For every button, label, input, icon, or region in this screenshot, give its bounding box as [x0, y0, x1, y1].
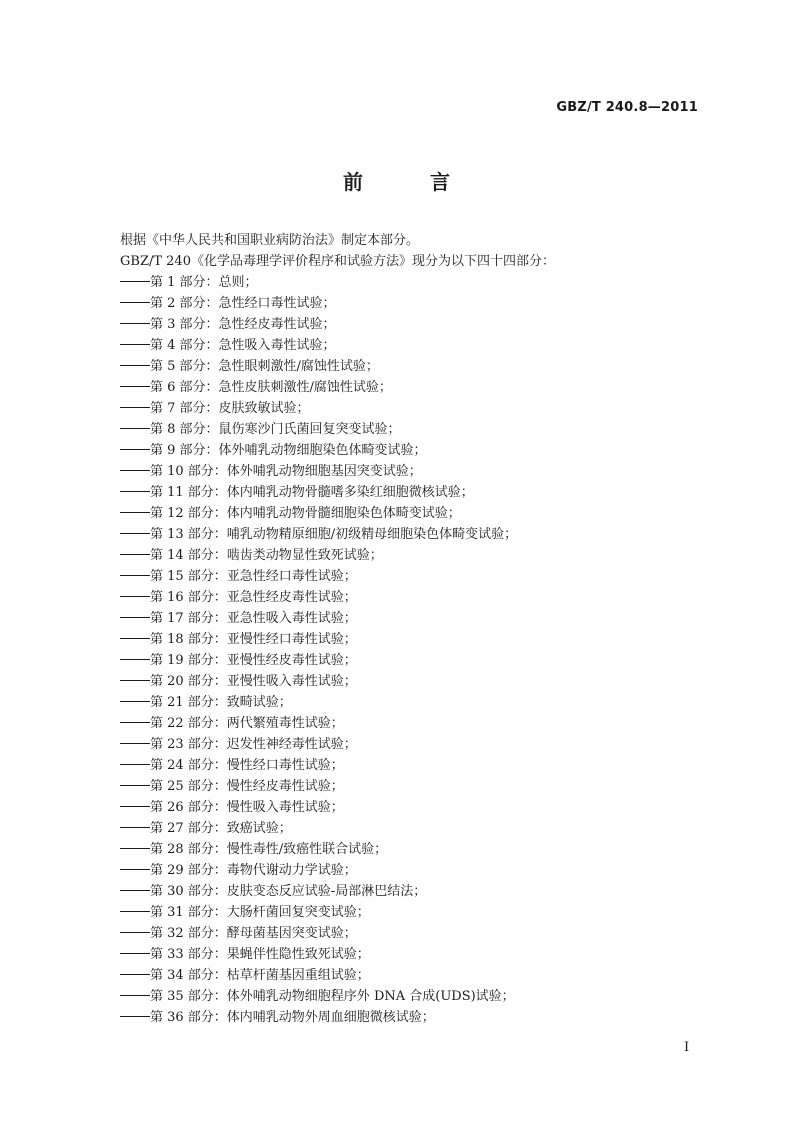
part-label: 第 22 部分：两代繁殖毒性试验；: [150, 716, 344, 731]
part-label: 第 28 部分：慢性毒性/致癌性联合试验；: [150, 842, 388, 857]
list-item: [120, 398, 680, 419]
part-label: 第 23 部分：迟发性神经毒性试验；: [150, 737, 357, 752]
list-item: [120, 776, 680, 797]
part-label: 第 21 部分：致畸试验；: [150, 695, 292, 710]
list-item: [120, 419, 680, 440]
part-label: 第 3 部分：急性经皮毒性试验；: [150, 317, 336, 332]
em-dash-marker: [120, 701, 150, 702]
part-label: 第 19 部分：亚慢性经皮毒性试验；: [150, 653, 357, 668]
intro-paragraph-1: 根据《中华人民共和国职业病防治法》制定本部分。: [120, 233, 420, 248]
page-number: I: [684, 1040, 690, 1055]
part-label: 第 32 部分：酵母菌基因突变试验；: [150, 926, 357, 941]
list-item: [120, 1007, 680, 1028]
part-label: 第 26 部分：慢性吸入毒性试验；: [150, 800, 344, 815]
part-label: 第 12 部分：体内哺乳动物骨髓细胞染色体畸变试验；: [150, 506, 461, 521]
list-item: [120, 713, 680, 734]
list-item: [120, 650, 680, 671]
em-dash-marker: [120, 533, 150, 534]
list-item: [120, 755, 680, 776]
part-label: 第 1 部分：总则；: [150, 275, 258, 290]
em-dash-marker: [120, 491, 150, 492]
em-dash-marker: [120, 596, 150, 597]
part-label: 第 33 部分：果蝇伴性隐性致死试验；: [150, 947, 370, 962]
list-item: [120, 314, 680, 335]
list-item: [120, 734, 680, 755]
em-dash-marker: [120, 890, 150, 891]
list-item: [120, 860, 680, 881]
em-dash-marker: [120, 344, 150, 345]
list-item: [120, 272, 680, 293]
em-dash-marker: [120, 428, 150, 429]
em-dash-marker: [120, 617, 150, 618]
standard-code: GBZ/T 240.8—2011: [556, 100, 698, 115]
list-item: [120, 335, 680, 356]
em-dash-marker: [120, 659, 150, 660]
part-label: 第 27 部分：致癌试验；: [150, 821, 292, 836]
part-label: 第 20 部分：亚慢性吸入毒性试验；: [150, 674, 357, 689]
list-item: [120, 545, 680, 566]
part-label: 第 8 部分：鼠伤寒沙门氏菌回复突变试验；: [150, 422, 401, 437]
list-item: [120, 461, 680, 482]
list-item: [120, 671, 680, 692]
list-item: [120, 503, 680, 524]
part-label: 第 30 部分：皮肤变态反应试验-局部淋巴结法；: [150, 884, 427, 899]
list-item: [120, 986, 680, 1007]
list-item: [120, 944, 680, 965]
part-label: 第 9 部分：体外哺乳动物细胞染色体畸变试验；: [150, 443, 427, 458]
part-label: 第 31 部分：大肠杆菌回复突变试验；: [150, 905, 370, 920]
part-label: 第 6 部分：急性皮肤刺激性/腐蚀性试验；: [150, 380, 392, 395]
part-label: 第 25 部分：慢性经皮毒性试验；: [150, 779, 344, 794]
em-dash-marker: [120, 449, 150, 450]
em-dash-marker: [120, 680, 150, 681]
em-dash-marker: [120, 806, 150, 807]
em-dash-marker: [120, 554, 150, 555]
part-label: 第 15 部分：亚急性经口毒性试验；: [150, 569, 357, 584]
list-item: [120, 629, 680, 650]
list-item: [120, 797, 680, 818]
list-item: [120, 923, 680, 944]
part-label: 第 17 部分：亚急性吸入毒性试验；: [150, 611, 357, 626]
em-dash-marker: [120, 638, 150, 639]
part-label: 第 11 部分：体内哺乳动物骨髓嗜多染红细胞微核试验；: [150, 485, 474, 500]
em-dash-marker: [120, 575, 150, 576]
list-item: [120, 881, 680, 902]
part-label: 第 36 部分：体内哺乳动物外周血细胞微核试验；: [150, 1010, 435, 1025]
list-item: [120, 839, 680, 860]
em-dash-marker: [120, 827, 150, 828]
list-item: [120, 587, 680, 608]
list-item: [120, 902, 680, 923]
em-dash-marker: [120, 722, 150, 723]
part-label: 第 4 部分：急性吸入毒性试验；: [150, 338, 336, 353]
intro-paragraph-2: GBZ/T 240《化学品毒理学评价程序和试验方法》现分为以下四十四部分：: [120, 254, 555, 269]
em-dash-marker: [120, 1016, 150, 1017]
em-dash-marker: [120, 932, 150, 933]
part-label: 第 35 部分：体外哺乳动物细胞程序外 DNA 合成(UDS)试验；: [150, 989, 515, 1004]
em-dash-marker: [120, 869, 150, 870]
em-dash-marker: [120, 302, 150, 303]
em-dash-marker: [120, 848, 150, 849]
em-dash-marker: [120, 911, 150, 912]
list-item: [120, 377, 680, 398]
list-item: [120, 692, 680, 713]
list-item: [120, 524, 680, 545]
part-label: 第 10 部分：体外哺乳动物细胞基因突变试验；: [150, 464, 422, 479]
parts-list: [120, 272, 680, 1028]
list-item: [120, 293, 680, 314]
page-title: 前 言: [343, 170, 480, 194]
list-item: [120, 440, 680, 461]
part-label: 第 13 部分：哺乳动物精原细胞/初级精母细胞染色体畸变试验；: [150, 527, 518, 542]
part-label: 第 18 部分：亚慢性经口毒性试验；: [150, 632, 357, 647]
part-label: 第 29 部分：毒物代谢动力学试验；: [150, 863, 357, 878]
em-dash-marker: [120, 785, 150, 786]
em-dash-marker: [120, 953, 150, 954]
list-item: [120, 566, 680, 587]
list-item: [120, 482, 680, 503]
body-text: [120, 230, 680, 1028]
em-dash-marker: [120, 974, 150, 975]
part-label: 第 34 部分：枯草杆菌基因重组试验；: [150, 968, 370, 983]
part-label: 第 2 部分：急性经口毒性试验；: [150, 296, 336, 311]
em-dash-marker: [120, 407, 150, 408]
em-dash-marker: [120, 365, 150, 366]
em-dash-marker: [120, 512, 150, 513]
em-dash-marker: [120, 281, 150, 282]
em-dash-marker: [120, 764, 150, 765]
list-item: [120, 818, 680, 839]
em-dash-marker: [120, 743, 150, 744]
part-label: 第 5 部分：急性眼刺激性/腐蚀性试验；: [150, 359, 379, 374]
em-dash-marker: [120, 386, 150, 387]
list-item: [120, 608, 680, 629]
em-dash-marker: [120, 995, 150, 996]
part-label: 第 14 部分：啮齿类动物显性致死试验；: [150, 548, 383, 563]
em-dash-marker: [120, 470, 150, 471]
list-item: [120, 965, 680, 986]
part-label: 第 24 部分：慢性经口毒性试验；: [150, 758, 344, 773]
em-dash-marker: [120, 323, 150, 324]
part-label: 第 16 部分：亚急性经皮毒性试验；: [150, 590, 357, 605]
part-label: 第 7 部分：皮肤致敏试验；: [150, 401, 310, 416]
list-item: [120, 356, 680, 377]
